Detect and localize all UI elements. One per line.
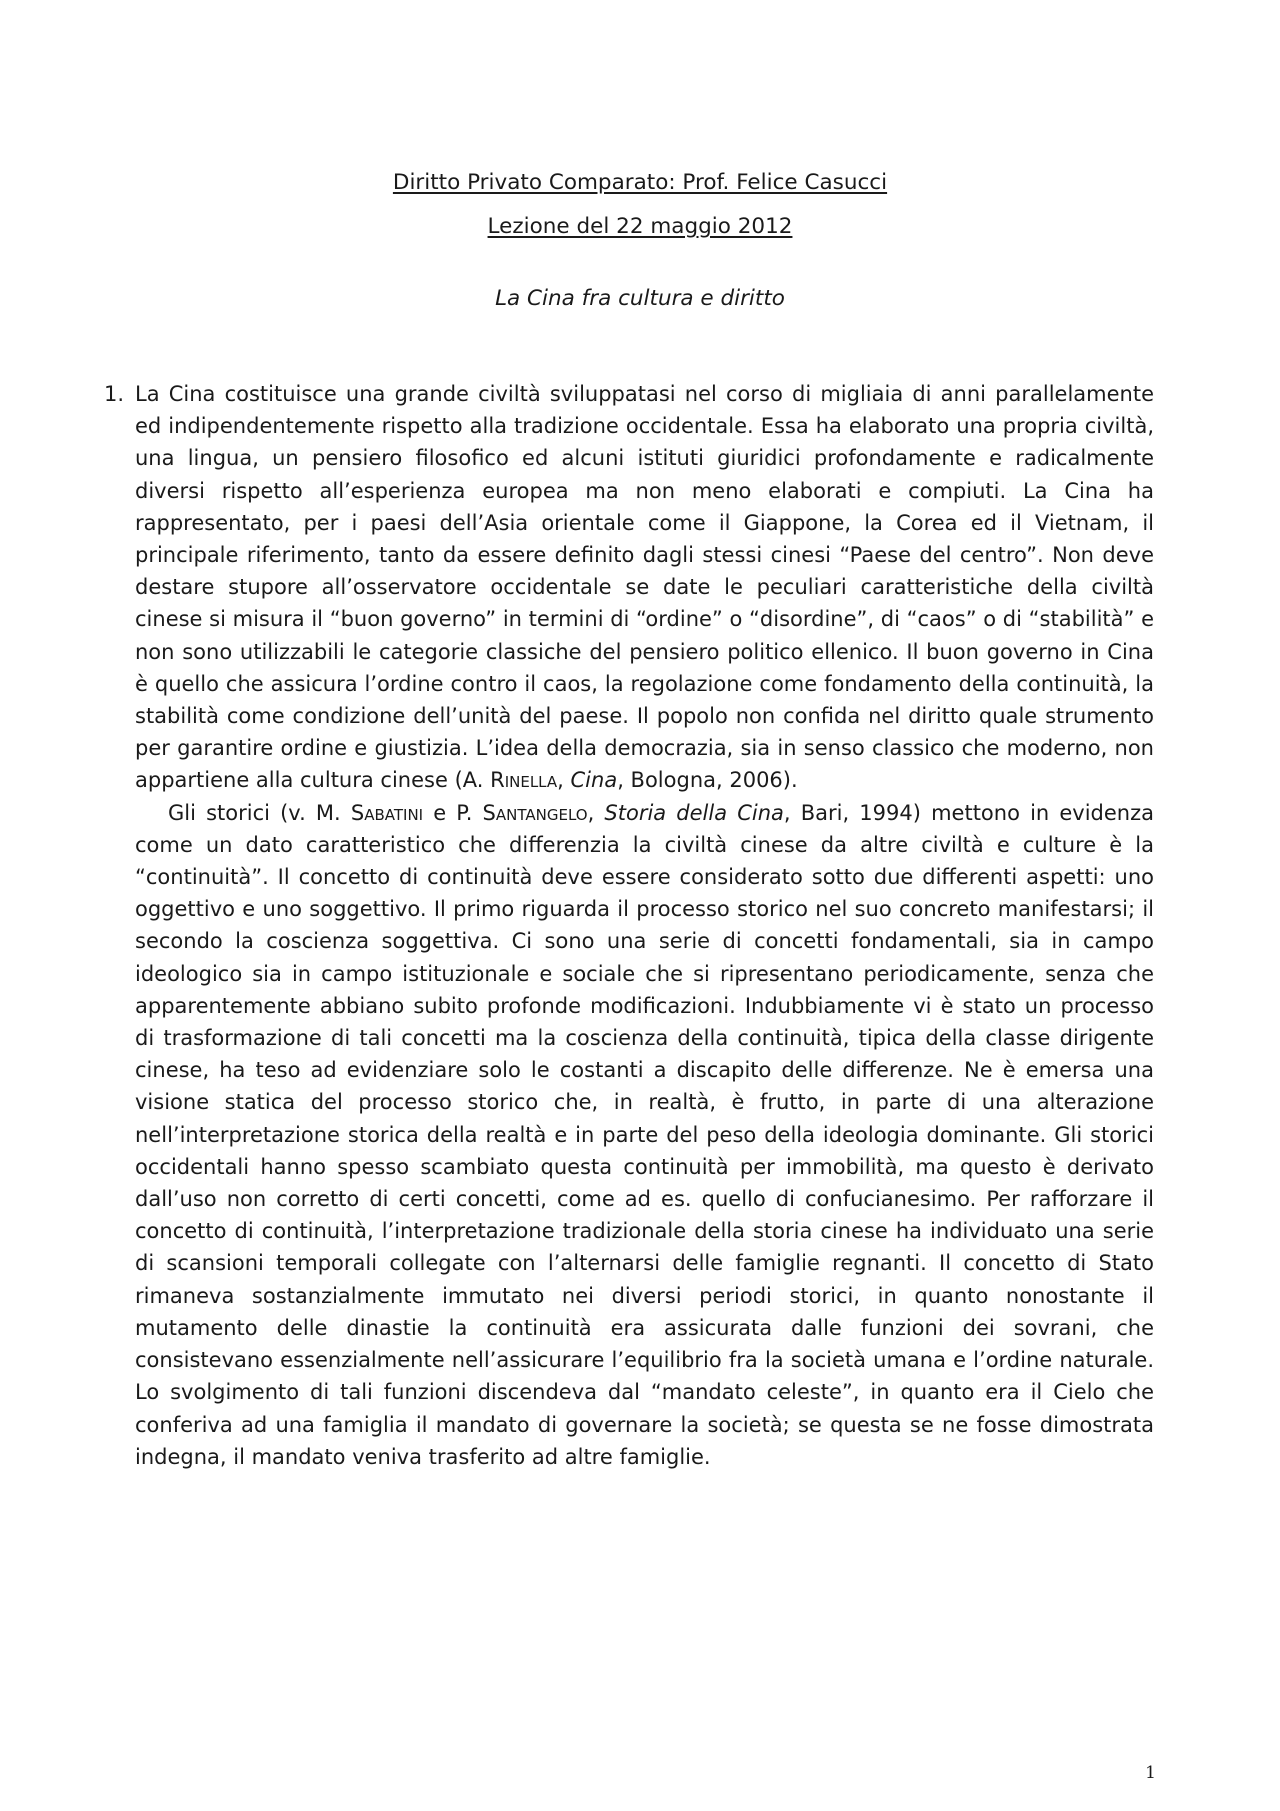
author1-initial: S [350, 800, 365, 825]
course-title [0, 168, 1280, 198]
paragraph-2-lead: Gli storici (v. M. [168, 800, 351, 825]
lecture-date [0, 212, 1280, 242]
paragraph-2 [135, 797, 1154, 1473]
paragraph-1 [135, 378, 1154, 797]
course-title-text: Diritto Privato Comparato: Prof. Felice Casucci [392, 170, 888, 195]
citation-tail: , Bologna, 2006). [617, 768, 798, 793]
document-body [104, 378, 1155, 1473]
paragraph-1-text: La Cina costituisce una grande civiltà sviluppatasi nel corso di migliaia di anni parallelamente ed indipendentemente rispetto alla tradizione occidentale. Essa ha elaborato una propria civiltà, una lingua, un pensiero filosofico ed alcuni istituti giuridici profondamente e radicalmente diversi rispetto all’esperienza europea ma non meno elaborati e compiuti. La Cina ha rappresentato, per i paesi dell’Asia orientale come il Giappone, la Corea ed il Vietnam, il principale riferimento, tanto da essere definito dagli stessi cinesi “Paese del centro”. Non deve destare stupore all’osservatore occidentale se date le peculiari caratteristiche della civiltà cinese si misura il “buon governo” in termini di “ordine” o “disordine”, di “caos” o di “stabilità” e non sono utilizzabili le categorie classiche del pensiero politico ellenico. Il buon governo in Cina è quello che assicura l’ordine contro il caos, la regolazione come fondamento della continuità, la stabilità come condizione dell’unità del paese. Il popolo non confida nel diritto quale strumento per garantire ordine e giustizia. L’idea della democrazia, sia in senso classico che moderno, non appartiene alla cultura cinese (A. [135, 382, 1154, 793]
citation-separator: , [557, 768, 571, 793]
author1-rest: abatini [364, 800, 424, 825]
citation-title-cina: Cina [570, 768, 618, 793]
paragraph-2-mid: e P. [423, 800, 483, 825]
paragraph-2-text: , Bari, 1994) mettono in evidenza come un dato caratteristico che differenzia la civiltà cinese da altre civiltà e culture è la “continuità”. Il concetto di continuità deve essere considerato sotto due differenti aspetti: uno oggettivo e uno soggettivo. Il primo riguarda il processo storico nel suo concreto manifestarsi; il secondo la coscienza soggettiva. Ci sono una serie di concetti fondamentali, sia in campo ideologico sia in campo istituzionale e sociale che si ripresentano periodicamente, senza che apparentemente abbiano subito profonde modificazioni. Indubbiamente vi è stato un processo di trasformazione di tali concetti ma la coscienza della continuità, tipica della classe dirigente cinese, ha teso ad evidenziare solo le costanti a discapito delle differenze. Ne è emersa una visione statica del processo storico che, in realtà, è frutto, in parte di una alterazione nell’interpretazione storica della realtà e in parte del peso della ideologia dominante. Gli storici occidentali hanno spesso scambiato questa continuità per immobilità, ma questo è derivato dall’uso non corretto di certi concetti, come ad es. quello di confucianesimo. Per rafforzare il concetto di continuità, l’interpretazione tradizionale della storia cinese ha individuato una serie di scansioni temporali collegate con l’alternarsi delle famiglie regnanti. Il concetto di Stato rimaneva sostanzialmente immutato nei diversi periodi storici, in quanto nonostante il mutamento delle dinastie la continuità era assicurata dalle funzioni dei sovrani, che consistevano essenzialmente nell’assicurare l’equilibrio fra la società umana e l’ordine naturale. Lo svolgimento di tali funzioni discendeva dal “mandato celeste”, in quanto era il Cielo che conferiva ad una famiglia il mandato di governare la società; se questa se ne fosse dimostrata indegna, il mandato veniva trasferito ad altre famiglie. [135, 800, 1155, 1469]
citation-author-rinella [490, 768, 557, 792]
lecture-subtitle: La Cina fra cultura e diritto [495, 286, 785, 311]
citation-author-sabatini [351, 801, 423, 825]
section-number: 1. [104, 382, 125, 406]
author2-rest: antangelo [495, 800, 588, 825]
citation-author-initial: R [490, 768, 505, 793]
page-number: 1 [1145, 1763, 1156, 1783]
citation-author-rest: inella [504, 768, 558, 793]
numbered-section [104, 378, 1155, 1473]
author2-initial: S [482, 800, 496, 825]
citation-author-santangelo [483, 801, 588, 825]
lecture-date-text: Lezione del 22 maggio 2012 [487, 214, 793, 239]
paragraph-2-separator: , [587, 800, 605, 825]
citation-book-title: Storia della Cina [604, 800, 784, 825]
